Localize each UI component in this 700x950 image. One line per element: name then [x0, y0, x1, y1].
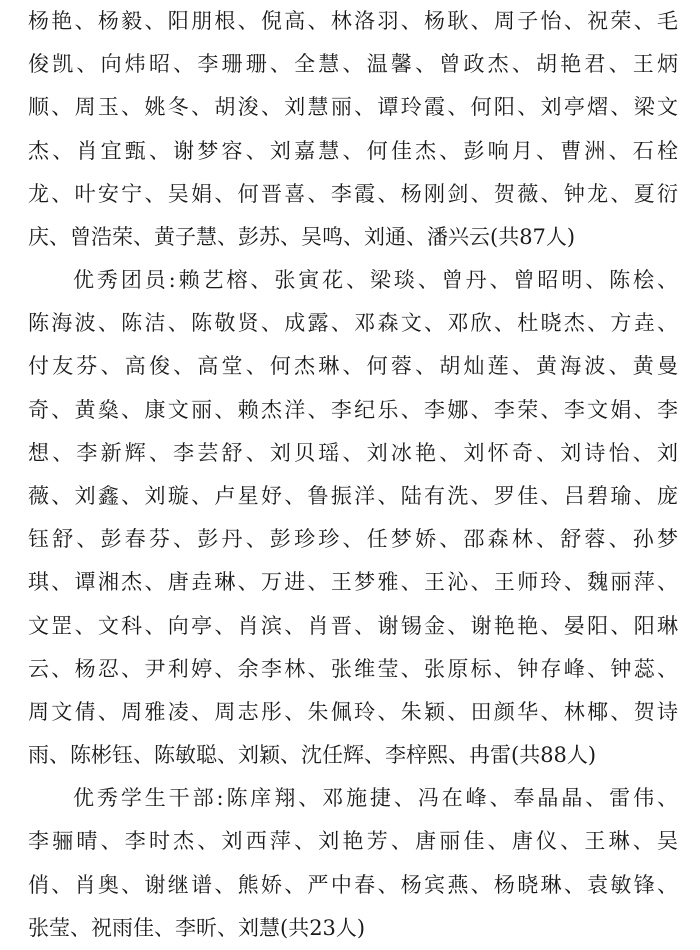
text-line-18: 雨、陈彬钰、陈敏聪、刘颖、沈任辉、李梓熙、冉雷(共88人) — [28, 743, 597, 768]
text-line-16: 云、杨忍、尹利婷、余李林、张维莹、张原标、钟存峰、钟蕊、 — [28, 656, 678, 681]
text-line-10: 奇、黄燊、康文丽、赖杰洋、李纪乐、李娜、李荣、李文娟、李 — [28, 397, 678, 422]
text-line-17: 周文倩、周雅凌、周志彤、朱佩玲、朱颖、田颜华、林椰、贺诗 — [28, 699, 678, 724]
text-line-7-outstanding-members-heading: 优秀团员:赖艺榕、张寅花、梁琰、曾丹、曾昭明、陈桧、 — [73, 268, 678, 293]
text-line-6: 庆、曾浩荣、黄子慧、彭苏、吴鸣、刘通、潘兴云(共87人) — [28, 224, 576, 249]
text-line-22: 张莹、祝雨佳、李昕、刘慧(共23人) — [28, 915, 366, 940]
text-line-5: 龙、叶安宁、吴娟、何晋喜、李霞、杨刚剑、贺薇、钟龙、夏衍 — [28, 181, 678, 206]
text-line-12: 薇、刘鑫、刘璇、卢星妤、鲁振洋、陆有洗、罗佳、吕碧瑜、庞 — [28, 484, 678, 508]
text-line-15: 文罡、文科、向亭、肖滨、肖晋、谢锡金、谢艳艳、晏阳、阳琳 — [28, 613, 678, 638]
text-line-13: 钰舒、彭春芬、彭丹、彭珍珍、任梦娇、邵森林、舒蓉、孙梦 — [28, 527, 678, 552]
text-line-9: 付友芬、高俊、高堂、何杰琳、何蓉、胡灿莲、黄海波、黄曼 — [28, 354, 678, 379]
text-line-19-outstanding-cadres-heading: 优秀学生干部:陈庠翔、邓施捷、冯在峰、奉晶晶、雷伟、 — [73, 786, 678, 811]
text-line-1: 杨艳、杨毅、阳朋根、倪高、林洛羽、杨耿、周子怡、祝荣、毛 — [28, 9, 678, 33]
text-line-4: 杰、肖宜甄、谢梦容、刘嘉慧、何佳杰、彭响月、曹洲、石栓 — [28, 138, 678, 163]
text-line-3: 顺、周玉、姚冬、胡浚、刘慧丽、谭玲霞、何阳、刘亭熠、梁文 — [28, 95, 678, 120]
text-line-11: 想、李新辉、李芸舒、刘贝瑶、刘冰艳、刘怀奇、刘诗怡、刘 — [28, 440, 678, 465]
text-line-2: 俊凯、向炜昭、李珊珊、全慧、温馨、曾政杰、胡艳君、王炳 — [28, 52, 678, 77]
text-line-8: 陈海波、陈洁、陈敬贤、成露、邓森文、邓欣、杜晓杰、方垚、 — [28, 311, 678, 336]
text-line-21: 俏、肖奥、谢继谱、熊娇、严中春、杨宾燕、杨晓琳、袁敏锋、 — [28, 872, 678, 897]
text-line-20: 李骊晴、李时杰、刘西萍、刘艳芳、唐丽佳、唐仪、王琳、吴 — [28, 829, 678, 854]
text-line-14: 琪、谭湘杰、唐垚琳、万进、王梦雅、王沁、王师玲、魏丽萍、 — [28, 570, 678, 595]
